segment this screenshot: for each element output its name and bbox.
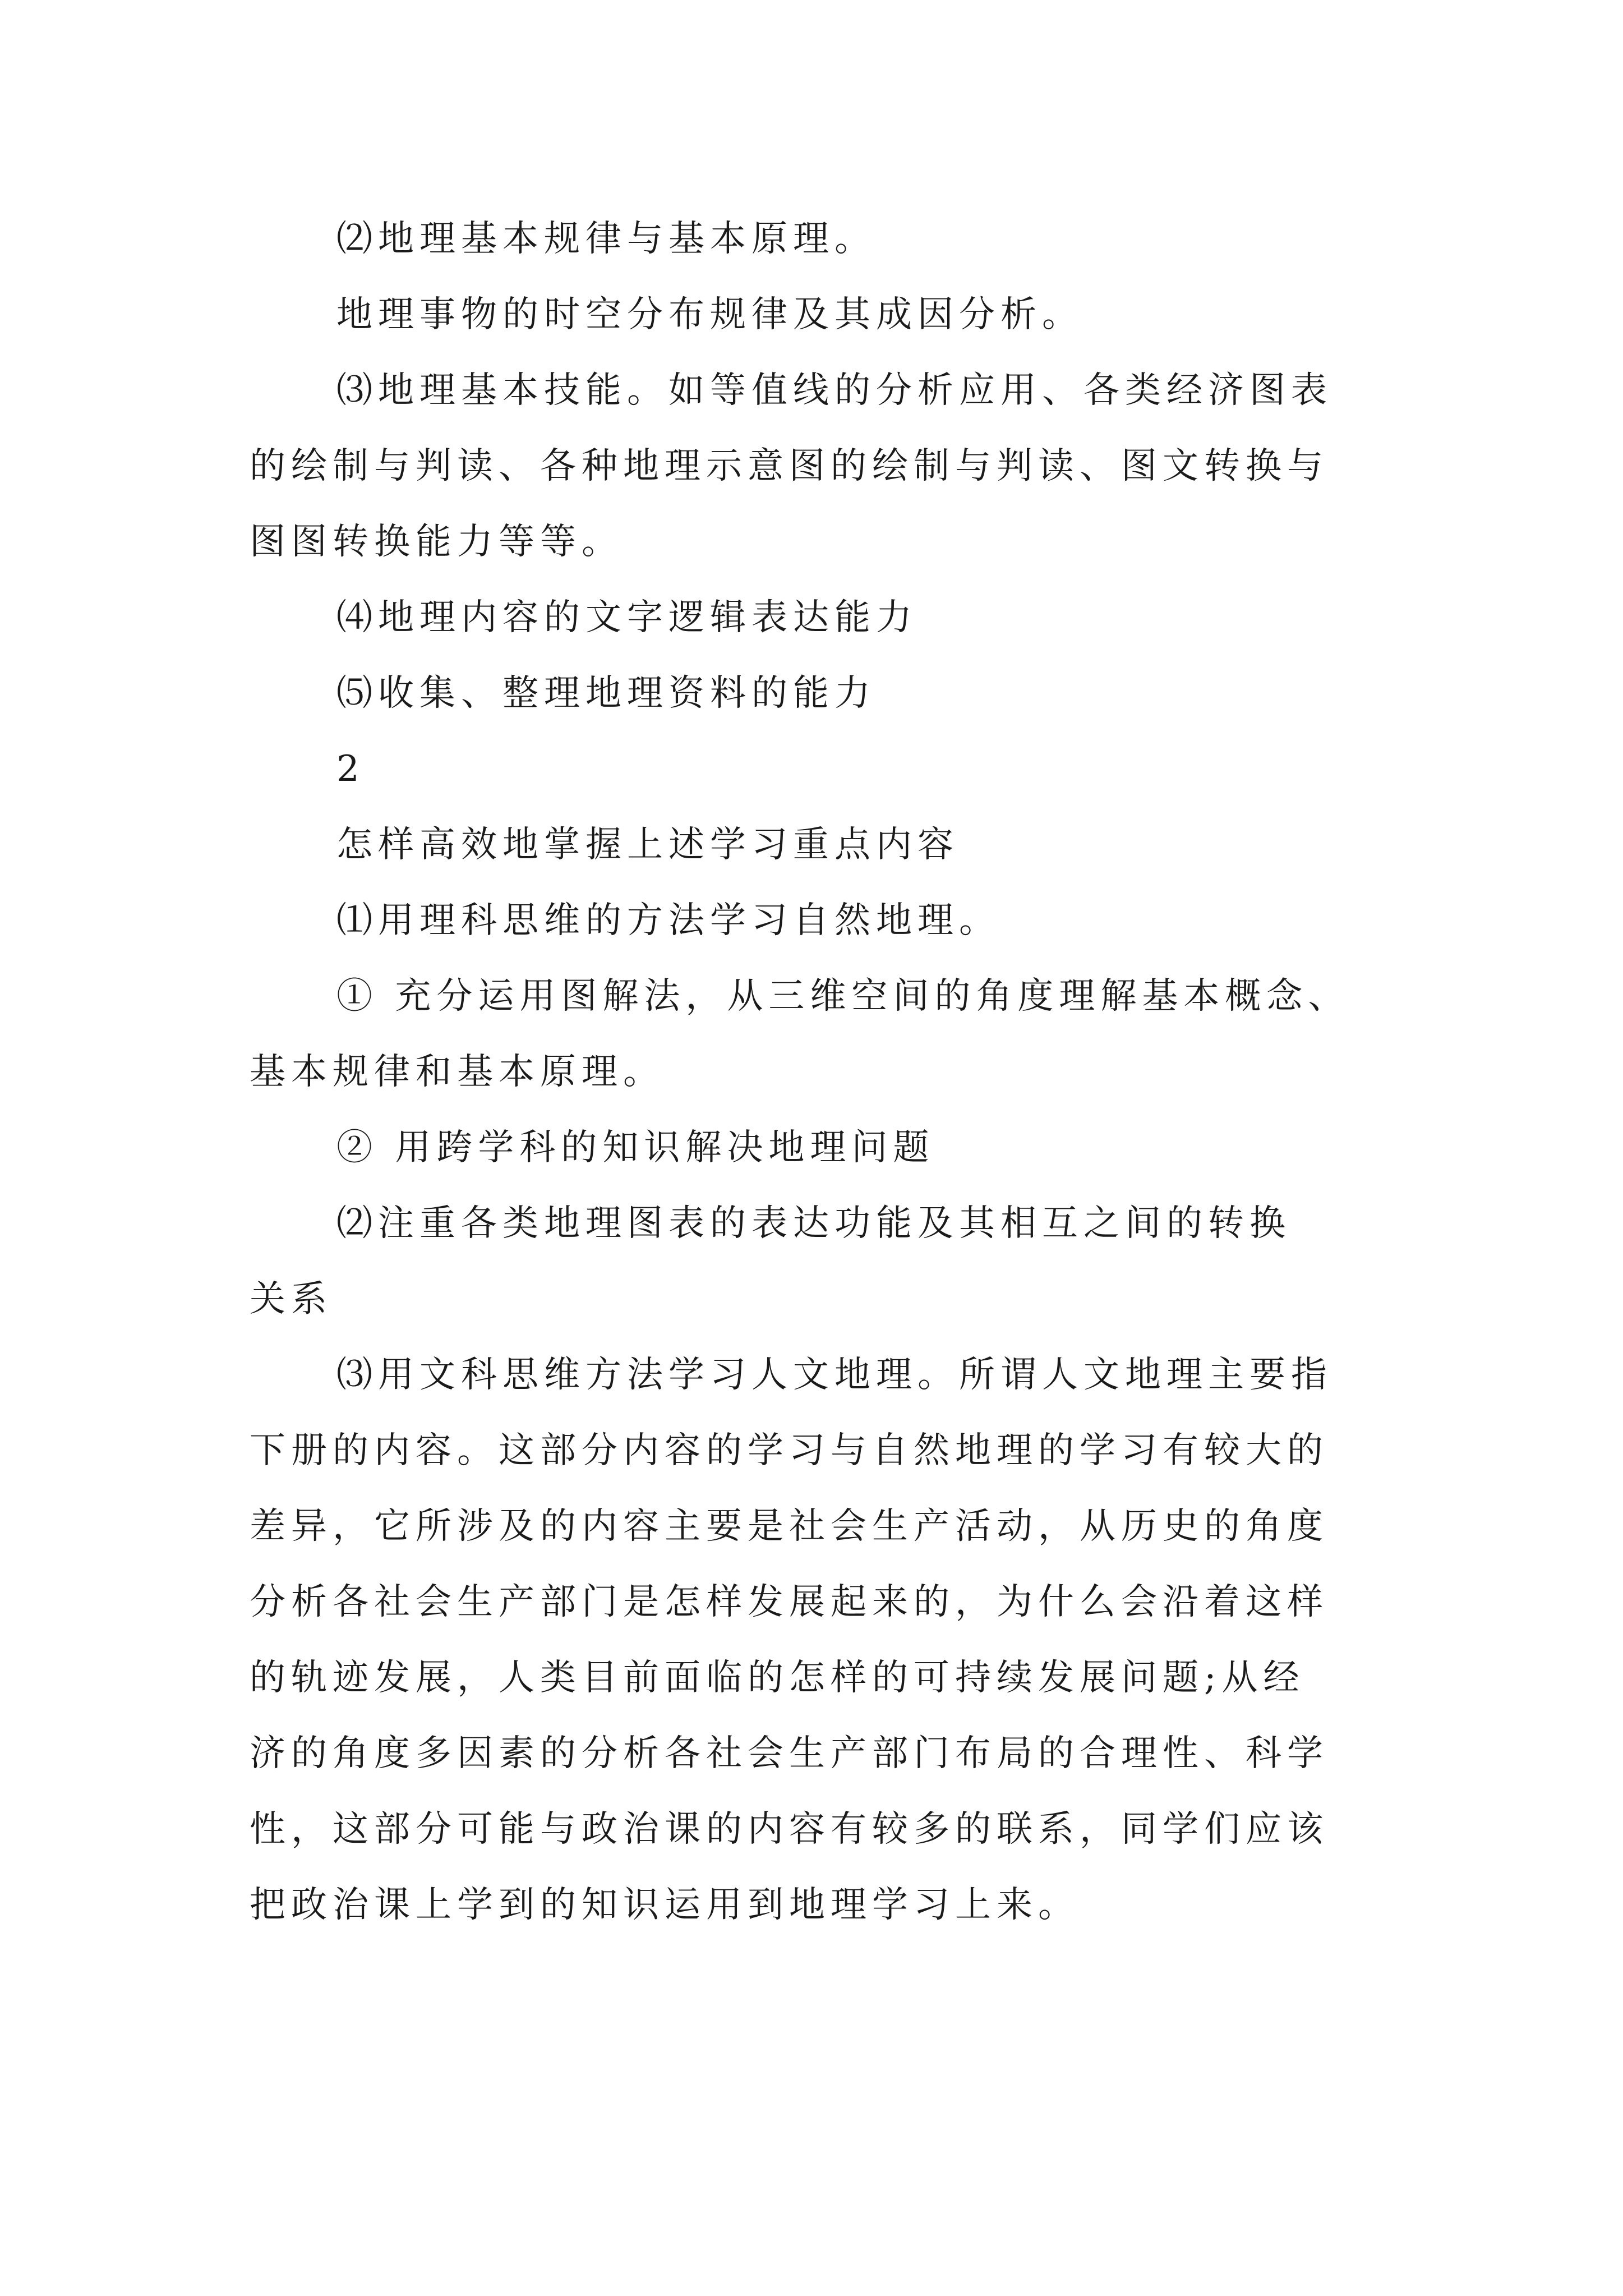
text-line: 图图转换能力等等。	[250, 521, 623, 563]
text-line: 济的角度多因素的分析各社会生产部门布局的合理性、科学	[250, 1733, 1329, 1774]
text-line: 性，这部分可能与政治课的内容有较多的联系，同学们应该	[250, 1809, 1329, 1850]
text-line: ② 用跨学科的知识解决地理问题	[336, 1127, 935, 1168]
text-line: ⑶用文科思维方法学习人文地理。所谓人文地理主要指	[336, 1354, 1332, 1396]
text-line: ⑸收集、整理地理资料的能力	[336, 673, 876, 714]
text-line: 差异，它所涉及的内容主要是社会生产活动，从历史的角度	[250, 1506, 1329, 1547]
text-line: ⑷地理内容的文字逻辑表达能力	[336, 597, 917, 638]
section-number: 2	[336, 748, 365, 790]
section-heading: 怎样高效地掌握上述学习重点内容	[336, 824, 959, 866]
text-line: 下册的内容。这部分内容的学习与自然地理的学习有较大的	[250, 1430, 1329, 1471]
text-line: 的轨迹发展，人类目前面临的怎样的可持续发展问题;从经	[250, 1657, 1305, 1699]
text-line: 分析各社会生产部门是怎样发展起来的，为什么会沿着这样	[250, 1581, 1329, 1623]
text-line: 把政治课上学到的知识运用到地理学习上来。	[250, 1884, 1080, 1926]
text-line: ⑴用理科思维的方法学习自然地理。	[336, 900, 1000, 941]
text-line: 地理事物的时空分布规律及其成因分析。	[336, 294, 1083, 335]
text-line: 的绘制与判读、各种地理示意图的绘制与判读、图文转换与	[250, 445, 1329, 487]
text-line: 基本规律和基本原理。	[250, 1051, 665, 1093]
text-line: ⑵注重各类地理图表的表达功能及其相互之间的转换	[336, 1203, 1291, 1244]
text-line: 关系	[250, 1278, 333, 1320]
text-line: ⑶地理基本技能。如等值线的分析应用、各类经济图表	[336, 370, 1332, 411]
text-line: ⑵地理基本规律与基本原理。	[336, 218, 876, 260]
text-line: ① 充分运用图解法，从三维空间的角度理解基本概念、	[336, 976, 1350, 1017]
